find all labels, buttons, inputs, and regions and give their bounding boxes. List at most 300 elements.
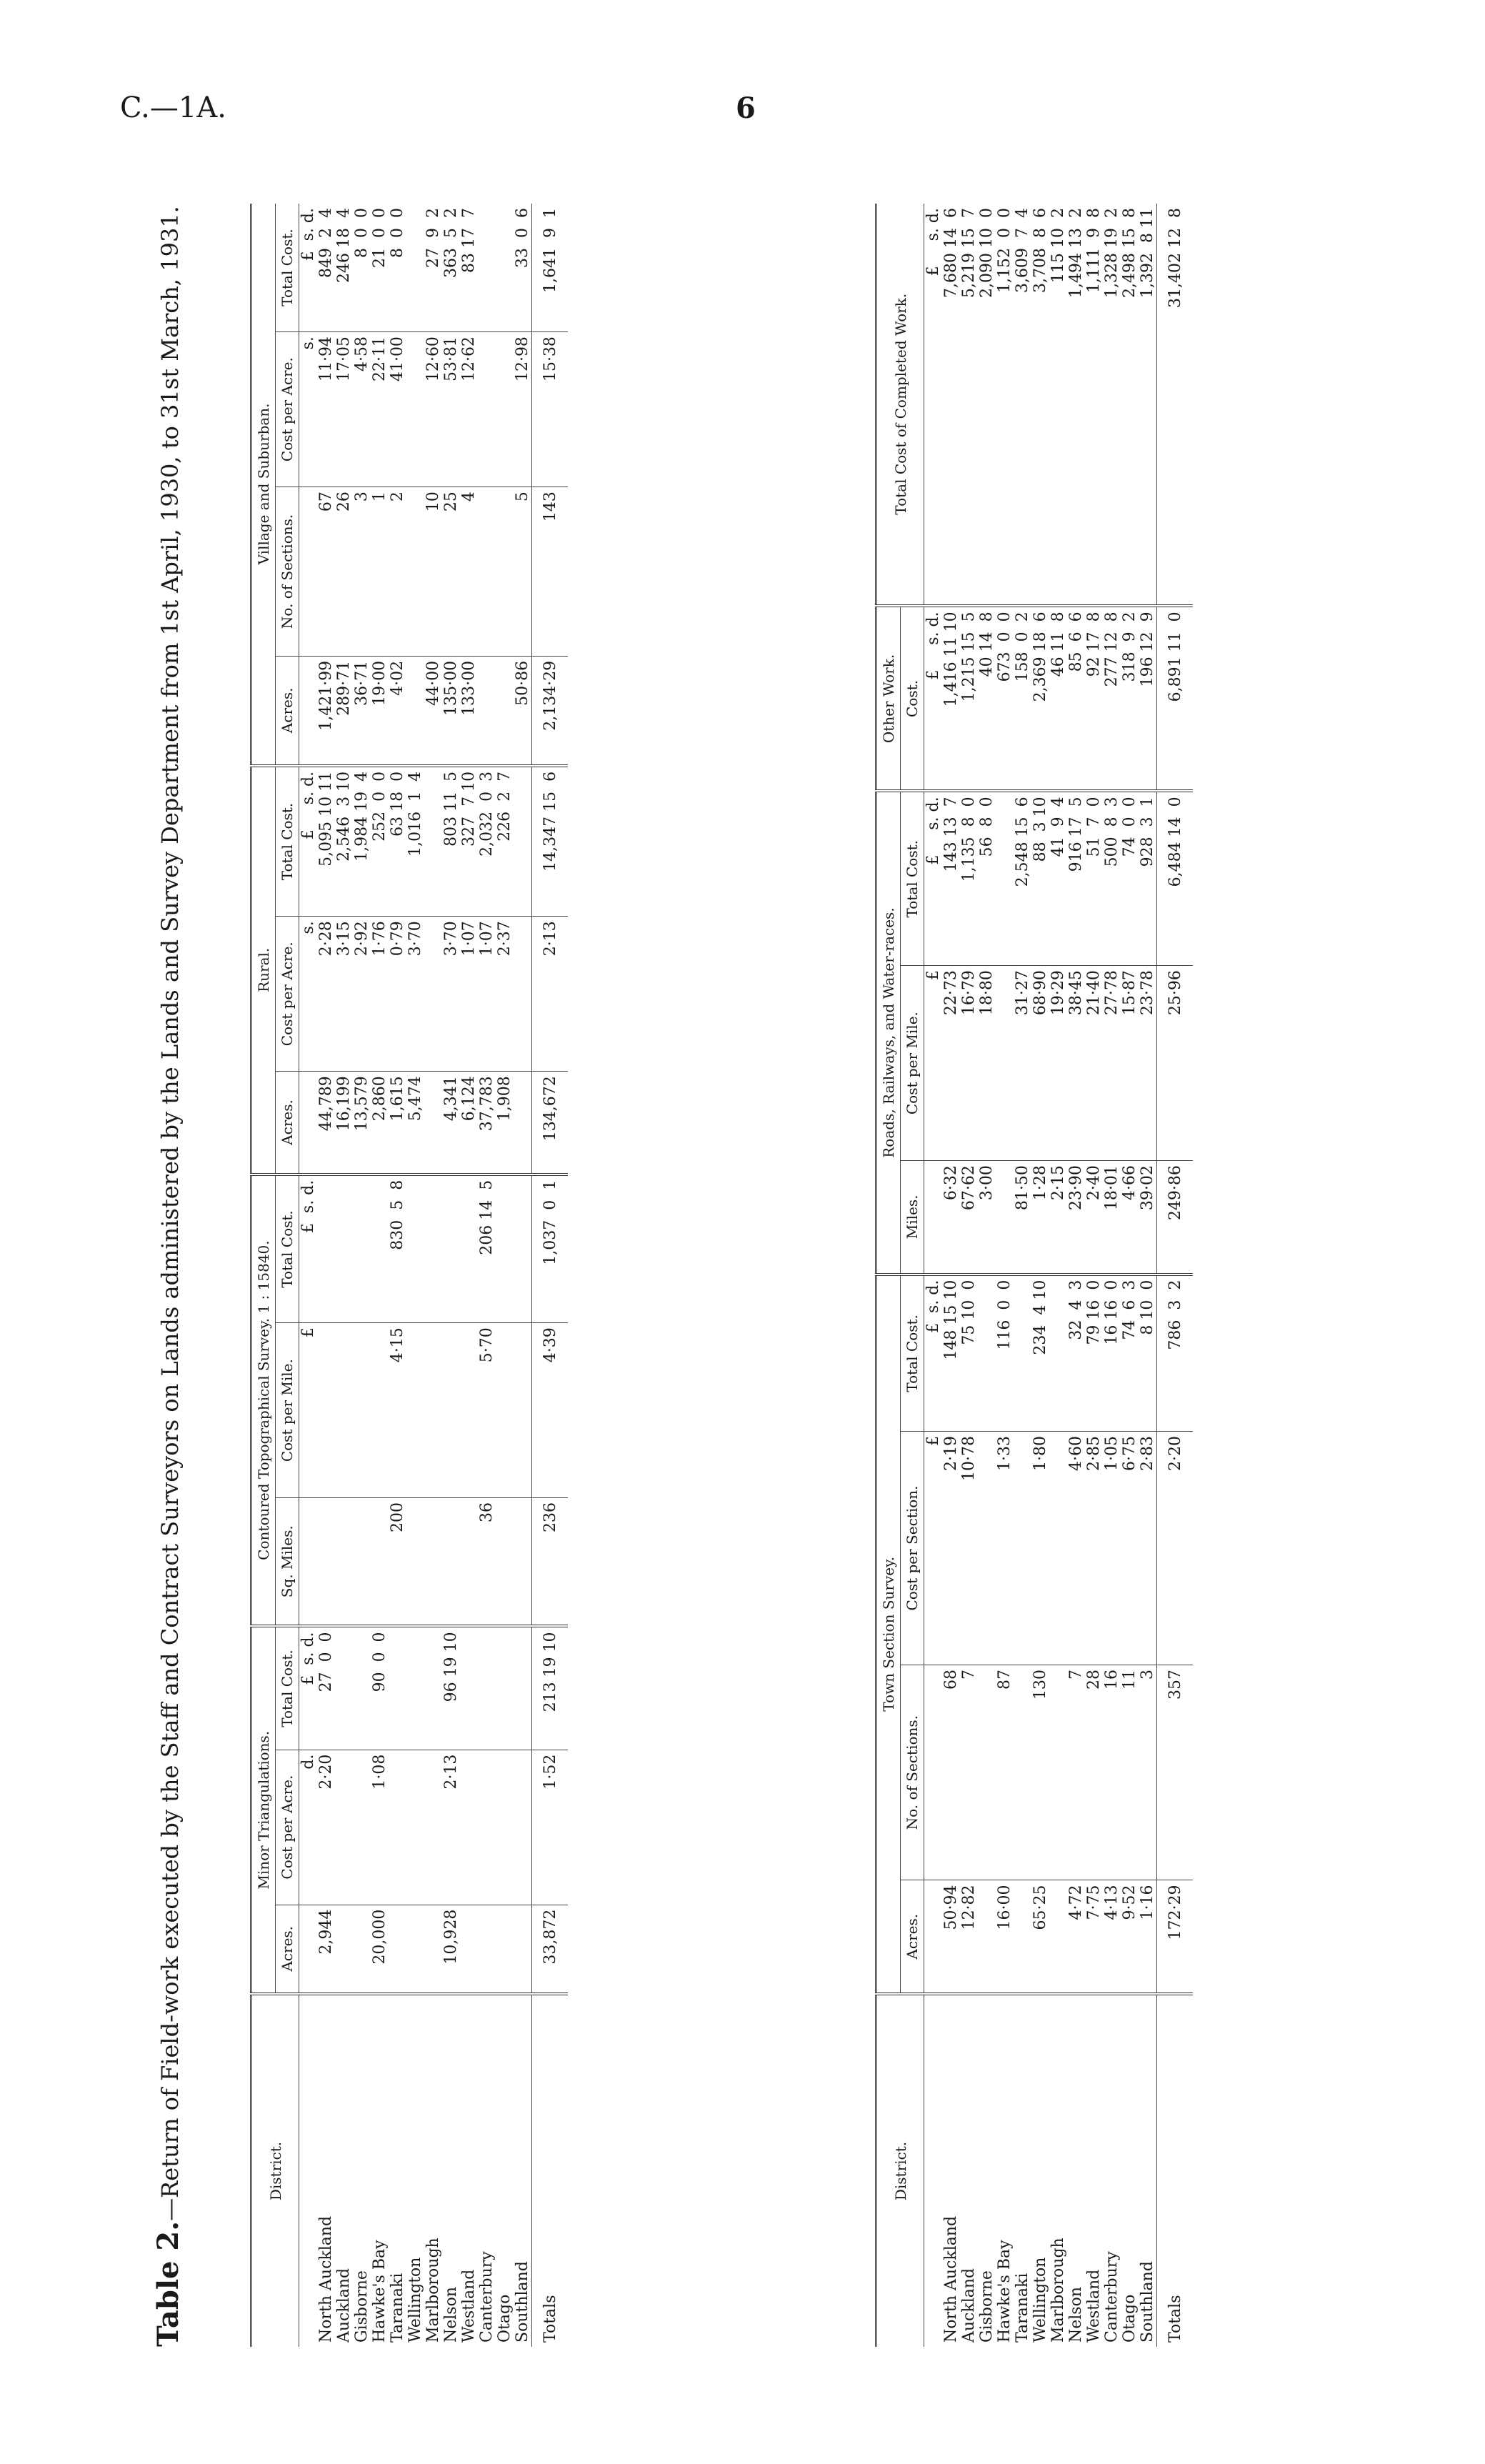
t2-col-cost: Cost.	[901, 606, 924, 791]
t1-cell: 21 0 0	[371, 204, 389, 332]
t1-col-total-cost: Total Cost.	[276, 204, 299, 332]
t1-cell: 10	[424, 487, 442, 657]
t1-cell: 0·79	[389, 917, 406, 1072]
t1-cell: 6,124	[460, 1072, 478, 1174]
t1-cell: 33 0 6	[514, 204, 532, 332]
t1-unit-cell	[299, 656, 318, 766]
t2-cell: 4·60	[1067, 1432, 1085, 1665]
t2-cell: 928 3 1	[1139, 791, 1157, 965]
t1-cell	[514, 1174, 532, 1323]
t2-cell: 18·80	[978, 966, 996, 1161]
t2-cell: 1,328 19 2	[1103, 204, 1121, 606]
t2-cell: 500 8 3	[1103, 791, 1121, 965]
table-title-text: —Return of Field-work executed by the Staff and Contract Surveyors on Lands administered by the Lands and Survey Department from 1st April, 1930, to 31st March, 1931.	[156, 206, 184, 2221]
t1-cell	[335, 1626, 353, 1750]
t2-unit-cell: £ s. d.	[924, 1275, 943, 1432]
t2-cell: 3	[1139, 1665, 1157, 1880]
t2-cell: 81·50	[1014, 1161, 1031, 1275]
t1-cell: 289·71	[335, 656, 353, 766]
t2-cell: 88 3 10	[1031, 791, 1049, 965]
t2-cell: 234 4 10	[1031, 1275, 1049, 1432]
t1-cell: 17·05	[335, 332, 353, 487]
t1-cell: 4	[460, 487, 478, 657]
t1-cell	[478, 332, 496, 487]
t1-col-cost-per-acre: Cost per Acre.	[276, 917, 299, 1072]
t1-cell	[496, 1498, 514, 1627]
t1-unit-cell	[299, 1072, 318, 1174]
t2-cell: 68·90	[1031, 966, 1049, 1161]
t2-unit-cell	[924, 1880, 943, 1994]
t1-cell: 53·81	[442, 332, 460, 487]
t2-row	[1031, 204, 1049, 2347]
t1-total-cell: 33,872	[532, 1905, 569, 1994]
t2-unit-cell: £ s. d.	[924, 791, 943, 965]
t1-total-cell: 213 19 10	[532, 1626, 569, 1750]
t1-district-cell: Auckland	[335, 2268, 353, 2343]
t1-cell	[406, 1750, 424, 1905]
t1-cell	[389, 1626, 406, 1750]
t2-cell: 115 10 2	[1049, 204, 1067, 606]
t1-cell: 252 0 0	[371, 766, 389, 917]
t1-cell	[353, 1905, 371, 1994]
t1-row	[317, 204, 335, 2347]
t2-cell: 16	[1103, 1665, 1121, 1880]
t2-header-other: Other Work.	[876, 606, 901, 791]
t2-header-roads: Roads, Railways, and Water-races.	[876, 791, 901, 1274]
t2-cell: 1·05	[1103, 1432, 1121, 1665]
t2-body	[924, 204, 1194, 2347]
t1-cell: 2,944	[317, 1905, 335, 1994]
t1-cell	[514, 1626, 532, 1750]
t2-cell	[1014, 1275, 1031, 1432]
t2-cell: 3,609 7 4	[1014, 204, 1031, 606]
t1-unit-cell	[299, 1994, 318, 2347]
t2-cell: 916 17 5	[1067, 791, 1085, 965]
t2-row	[996, 204, 1014, 2347]
t2-cell	[1049, 1880, 1067, 1994]
t2-cell: 6·32	[942, 1161, 960, 1275]
t1-district-cell: Westland	[460, 2269, 478, 2343]
field-work-table-1	[250, 204, 568, 2347]
t1-cell	[496, 1626, 514, 1750]
t2-unit-cell: £	[924, 966, 943, 1161]
t1-cell: 19·00	[371, 656, 389, 766]
t2-cell: 3,708 8 6	[1031, 204, 1049, 606]
t2-total-cell: 786 3 2	[1157, 1275, 1194, 1432]
t2-cell: 23·78	[1139, 966, 1157, 1161]
t1-cell: 1·07	[478, 917, 496, 1072]
t1-cell	[478, 1626, 496, 1750]
t1-cell	[460, 1323, 478, 1498]
t1-cell: 25	[442, 487, 460, 657]
t1-cell: 3	[353, 487, 371, 657]
t1-cell: 11·94	[317, 332, 335, 487]
t2-cell: 51 7 0	[1085, 791, 1103, 965]
t1-col-acres: Acres.	[276, 1072, 299, 1174]
t1-district-cell: Otago	[496, 2294, 514, 2343]
t2-cell: 68	[942, 1665, 960, 1880]
t1-district-cell: Marlborough	[424, 2238, 442, 2343]
t1-district-cell: North Auckland	[317, 2215, 335, 2343]
t1-cell: 4,341	[442, 1072, 460, 1174]
t2-cell	[978, 1880, 996, 1994]
t2-header-district: District.	[876, 1994, 924, 2347]
t1-cell	[317, 1323, 335, 1498]
t1-cell	[406, 1323, 424, 1498]
t2-cell: 2·83	[1139, 1432, 1157, 1665]
t1-row	[353, 204, 371, 2347]
t2-col-no-sections: No. of Sections.	[901, 1665, 924, 1880]
t1-units-row	[299, 204, 318, 2347]
t2-row	[1121, 204, 1139, 2347]
t1-col-sq-miles: Sq. Miles.	[276, 1498, 299, 1627]
t1-cell: 200	[389, 1498, 406, 1627]
t2-row	[978, 204, 996, 2347]
t2-total-cell: 31,402 12 8	[1157, 204, 1194, 606]
t2-cell: 148 15 10	[942, 1275, 960, 1432]
t2-totals-label: Totals	[1157, 1994, 1194, 2347]
t2-cell: 130	[1031, 1665, 1049, 1880]
t2-cell: 4·66	[1121, 1161, 1139, 1275]
t1-cell	[514, 1498, 532, 1627]
t1-cell	[496, 487, 514, 657]
t2-cell: 21·40	[1085, 966, 1103, 1161]
t1-cell: 5,095 10 11	[317, 766, 335, 917]
t1-col-acres: Acres.	[276, 1905, 299, 1994]
t1-cell: 5·70	[478, 1323, 496, 1498]
t2-cell: 1·33	[996, 1432, 1014, 1665]
t2-cell	[996, 791, 1014, 965]
t1-cell: 830 5 8	[389, 1174, 406, 1323]
t2-cell: 74 6 3	[1121, 1275, 1139, 1432]
t2-cell	[978, 1665, 996, 1880]
t1-cell	[478, 656, 496, 766]
t2-district-cell: Marlborough	[1049, 2238, 1067, 2343]
t1-cell: 96 19 10	[442, 1626, 460, 1750]
t2-cell: 143 13 7	[942, 791, 960, 965]
t1-cell	[406, 1174, 424, 1323]
t1-cell: 22·11	[371, 332, 389, 487]
t1-col-no-sections: No. of Sections.	[276, 487, 299, 657]
t2-row	[960, 204, 978, 2347]
t2-cell	[1049, 1432, 1067, 1665]
t1-unit-cell: £ s. d.	[299, 1626, 318, 1750]
t1-cell	[371, 1323, 389, 1498]
t2-row	[1139, 204, 1157, 2347]
t1-cell	[496, 1174, 514, 1323]
t2-cell: 277 12 8	[1103, 606, 1121, 791]
t2-district-cell: Canterbury	[1103, 2251, 1121, 2343]
t2-cell: 318 9 2	[1121, 606, 1139, 791]
t2-col-miles: Miles.	[901, 1161, 924, 1275]
t1-cell	[335, 1174, 353, 1323]
t2-cell: 39·02	[1139, 1161, 1157, 1275]
t2-cell	[996, 1161, 1014, 1275]
t2-cell: 9·52	[1121, 1880, 1139, 1994]
t1-cell: 1·07	[460, 917, 478, 1072]
t1-cell: 803 11 5	[442, 766, 460, 917]
t1-cell: 363 5 2	[442, 204, 460, 332]
t1-cell: 1·76	[371, 917, 389, 1072]
t1-cell	[335, 1905, 353, 1994]
t1-cell	[496, 1905, 514, 1994]
t2-header-completed: Total Cost of Completed Work.	[876, 204, 924, 606]
t1-body	[299, 204, 569, 2347]
t1-cell: 83 17 7	[460, 204, 478, 332]
t2-cell: 56 8 0	[978, 791, 996, 965]
t1-cell: 44·00	[424, 656, 442, 766]
t1-cell	[353, 1626, 371, 1750]
t1-cell: 27 9 2	[424, 204, 442, 332]
t2-district-cell: Gisborne	[978, 2270, 996, 2343]
t2-col-total-cost: Total Cost.	[901, 1275, 924, 1432]
t2-cell: 32 4 3	[1067, 1275, 1085, 1432]
t1-cell	[371, 1498, 389, 1627]
t2-cell	[978, 1432, 996, 1665]
t2-unit-cell: £	[924, 1432, 943, 1665]
t1-district-cell: Taranaki	[389, 2273, 406, 2343]
t1-totals-label: Totals	[532, 1994, 569, 2347]
t2-district-cell: North Auckland	[942, 2215, 960, 2343]
t1-cell	[460, 1498, 478, 1627]
t2-cell	[1014, 1880, 1031, 1994]
t1-cell: 4·58	[353, 332, 371, 487]
t1-cell	[406, 332, 424, 487]
t2-total-cell: 172·29	[1157, 1880, 1194, 1994]
t1-cell: 26	[335, 487, 353, 657]
t1-header-rural: Rural.	[251, 766, 276, 1174]
t2-cell	[1014, 1432, 1031, 1665]
t1-unit-cell: £ s. d.	[299, 1174, 318, 1323]
t1-cell: 2·37	[496, 917, 514, 1072]
t1-cell: 133·00	[460, 656, 478, 766]
t1-col-cost-per-acre: Cost per Acre.	[276, 332, 299, 487]
t2-cell: 1·80	[1031, 1432, 1049, 1665]
t1-cell	[406, 1498, 424, 1627]
t1-unit-cell: s.	[299, 917, 318, 1072]
t1-district-cell: Southland	[514, 2261, 531, 2343]
rotated-page-content	[151, 204, 1339, 2347]
t1-unit-cell: s.	[299, 332, 318, 487]
t1-cell: 12·60	[424, 332, 442, 487]
t2-cell	[996, 966, 1014, 1161]
t1-cell	[478, 1905, 496, 1994]
t2-district-cell: Nelson	[1067, 2286, 1085, 2343]
t1-cell: 1,615	[389, 1072, 406, 1174]
t1-cell: 2·28	[317, 917, 335, 1072]
t2-cell	[1014, 1665, 1031, 1880]
t1-row	[478, 204, 496, 2347]
t1-cell: 2	[389, 487, 406, 657]
t1-cell: 1·08	[371, 1750, 389, 1905]
t2-cell: 3·00	[978, 1161, 996, 1275]
t2-cell: 4·13	[1103, 1880, 1121, 1994]
t1-cell: 16,199	[335, 1072, 353, 1174]
t2-cell	[1049, 1665, 1067, 1880]
t1-cell	[317, 1174, 335, 1323]
t2-total-cell: 6,891 11 0	[1157, 606, 1194, 791]
t2-row	[1014, 204, 1031, 2347]
t1-cell	[424, 1905, 442, 1994]
t2-cell: 31·27	[1014, 966, 1031, 1161]
t1-cell	[406, 204, 424, 332]
t2-cell: 158 0 2	[1014, 606, 1031, 791]
t1-unit-cell	[299, 1498, 318, 1627]
t2-col-cost-per-section: Cost per Section.	[901, 1432, 924, 1665]
t2-total-cell: 6,484 14 0	[1157, 791, 1194, 965]
t2-cell	[978, 1275, 996, 1432]
t2-cell: 19·29	[1049, 966, 1067, 1161]
t2-cell: 2·85	[1085, 1432, 1103, 1665]
t1-cell	[514, 1323, 532, 1498]
t2-row	[942, 204, 960, 2347]
t1-cell: 246 18 4	[335, 204, 353, 332]
t1-cell	[371, 1174, 389, 1323]
t2-cell: 92 17 8	[1085, 606, 1103, 791]
t2-cell: 1,152 0 0	[996, 204, 1014, 606]
t1-row	[424, 204, 442, 2347]
t2-cell: 8 10 0	[1139, 1275, 1157, 1432]
t1-col-total-cost: Total Cost.	[276, 1174, 299, 1323]
t2-cell: 196 12 9	[1139, 606, 1157, 791]
t1-cell	[460, 1750, 478, 1905]
t1-cell: 4·02	[389, 656, 406, 766]
t1-cell: 2,032 0 3	[478, 766, 496, 917]
field-work-table-2	[875, 204, 1193, 2347]
t1-cell	[460, 1174, 478, 1323]
t1-unit-cell	[299, 487, 318, 657]
t1-cell	[496, 1750, 514, 1905]
t1-row	[335, 204, 353, 2347]
t2-cell: 41 9 4	[1049, 791, 1067, 965]
t1-district-cell: Gisborne	[353, 2270, 371, 2343]
t1-cell: 50·86	[514, 656, 532, 766]
t1-total-cell: 134,672	[532, 1072, 569, 1174]
t1-cell: 206 14 5	[478, 1174, 496, 1323]
t1-cell: 67	[317, 487, 335, 657]
t1-cell: 36·71	[353, 656, 371, 766]
t1-cell: 1,421·99	[317, 656, 335, 766]
t1-total-cell: 14,347 15 6	[532, 766, 569, 917]
t1-cell	[514, 766, 532, 917]
t2-cell: 1·28	[1031, 1161, 1049, 1275]
t2-unit-cell: £ s. d.	[924, 204, 943, 606]
t2-row	[1067, 204, 1085, 2347]
t2-district-cell: Taranaki	[1014, 2273, 1031, 2343]
t1-cell: 27 0 0	[317, 1626, 335, 1750]
table-title	[151, 204, 239, 2347]
t1-total-cell: 4·39	[532, 1323, 569, 1498]
t1-unit-cell	[299, 1905, 318, 1994]
t1-cell: 1,984 19 4	[353, 766, 371, 917]
t2-district-cell: Southland	[1139, 2261, 1156, 2343]
t2-row	[1103, 204, 1121, 2347]
t1-header-minor: Minor Triangulations.	[251, 1626, 276, 1994]
t2-unit-cell	[924, 1665, 943, 1880]
t1-unit-cell: £ s. d.	[299, 204, 318, 332]
t1-totals-row	[532, 204, 569, 2347]
t1-cell: 2,546 3 10	[335, 766, 353, 917]
t2-cell: 1,494 13 2	[1067, 204, 1085, 606]
t1-cell	[514, 1750, 532, 1905]
t1-unit-cell: d.	[299, 1750, 318, 1905]
t1-cell	[389, 1905, 406, 1994]
t2-cell: 673 0 0	[996, 606, 1014, 791]
t1-cell: 12·98	[514, 332, 532, 487]
t1-cell	[353, 1750, 371, 1905]
t2-cell: 16·00	[996, 1880, 1014, 1994]
t2-cell: 15·87	[1121, 966, 1139, 1161]
t2-cell: 5,219 15 7	[960, 204, 978, 606]
t1-cell	[514, 917, 532, 1072]
t2-cell: 1,392 8 11	[1139, 204, 1157, 606]
t1-cell	[389, 1750, 406, 1905]
t2-cell: 6·75	[1121, 1432, 1139, 1665]
t1-district-cell: Hawke's Bay	[371, 2240, 389, 2343]
t1-cell	[335, 1498, 353, 1627]
table-title-lead: Table 2.	[151, 2220, 185, 2347]
t1-cell: 3·70	[442, 917, 460, 1072]
t1-header-district: District.	[251, 1994, 299, 2347]
t1-cell	[442, 1498, 460, 1627]
t1-cell: 5	[514, 487, 532, 657]
t1-header-contoured: Contoured Topographical Survey. 1 : 15840.	[251, 1174, 276, 1627]
t2-total-cell: 357	[1157, 1665, 1194, 1880]
t1-cell	[496, 1323, 514, 1498]
t2-unit-cell: £ s. d.	[924, 606, 943, 791]
t1-cell: 1	[371, 487, 389, 657]
t1-cell	[478, 1750, 496, 1905]
t1-row	[371, 204, 389, 2347]
t2-cell: 85 6 6	[1067, 606, 1085, 791]
t2-district-cell: Auckland	[960, 2268, 978, 2343]
t1-cell: 2·13	[442, 1750, 460, 1905]
t1-cell	[424, 1072, 442, 1174]
t1-col-cost-per-acre: Cost per Acre.	[276, 1750, 299, 1905]
t2-cell: 40 14 8	[978, 606, 996, 791]
t1-cell: 3·15	[335, 917, 353, 1072]
t1-total-cell: 15·38	[532, 332, 569, 487]
t2-cell: 46 11 8	[1049, 606, 1067, 791]
t2-cell: 7	[960, 1665, 978, 1880]
t1-cell: 327 7 10	[460, 766, 478, 917]
t1-total-cell: 1,037 0 1	[532, 1174, 569, 1323]
t1-cell	[442, 1323, 460, 1498]
t2-cell: 2·15	[1049, 1161, 1067, 1275]
t1-col-total-cost: Total Cost.	[276, 1626, 299, 1750]
t1-cell: 1,908	[496, 1072, 514, 1174]
t2-col-acres: Acres.	[901, 1880, 924, 1994]
t1-total-cell: 1·52	[532, 1750, 569, 1905]
t1-cell: 5,474	[406, 1072, 424, 1174]
t1-cell: 3·70	[406, 917, 424, 1072]
t1-cell	[460, 1905, 478, 1994]
t1-cell: 8 0 0	[389, 204, 406, 332]
t1-total-cell: 236	[532, 1498, 569, 1627]
t2-district-cell: Wellington	[1031, 2257, 1049, 2343]
t1-total-cell: 2·13	[532, 917, 569, 1072]
t2-cell: 2·40	[1085, 1161, 1103, 1275]
t1-cell: 44,789	[317, 1072, 335, 1174]
t1-col-cost-per-mile: Cost per Mile.	[276, 1323, 299, 1498]
t2-total-cell: 2·20	[1157, 1432, 1194, 1665]
t1-cell: 849 2 4	[317, 204, 335, 332]
t2-unit-cell	[924, 1161, 943, 1275]
t1-cell: 41·00	[389, 332, 406, 487]
t1-cell: 90 0 0	[371, 1626, 389, 1750]
t1-cell: 36	[478, 1498, 496, 1627]
t2-header-town: Town Section Survey.	[876, 1275, 901, 1994]
